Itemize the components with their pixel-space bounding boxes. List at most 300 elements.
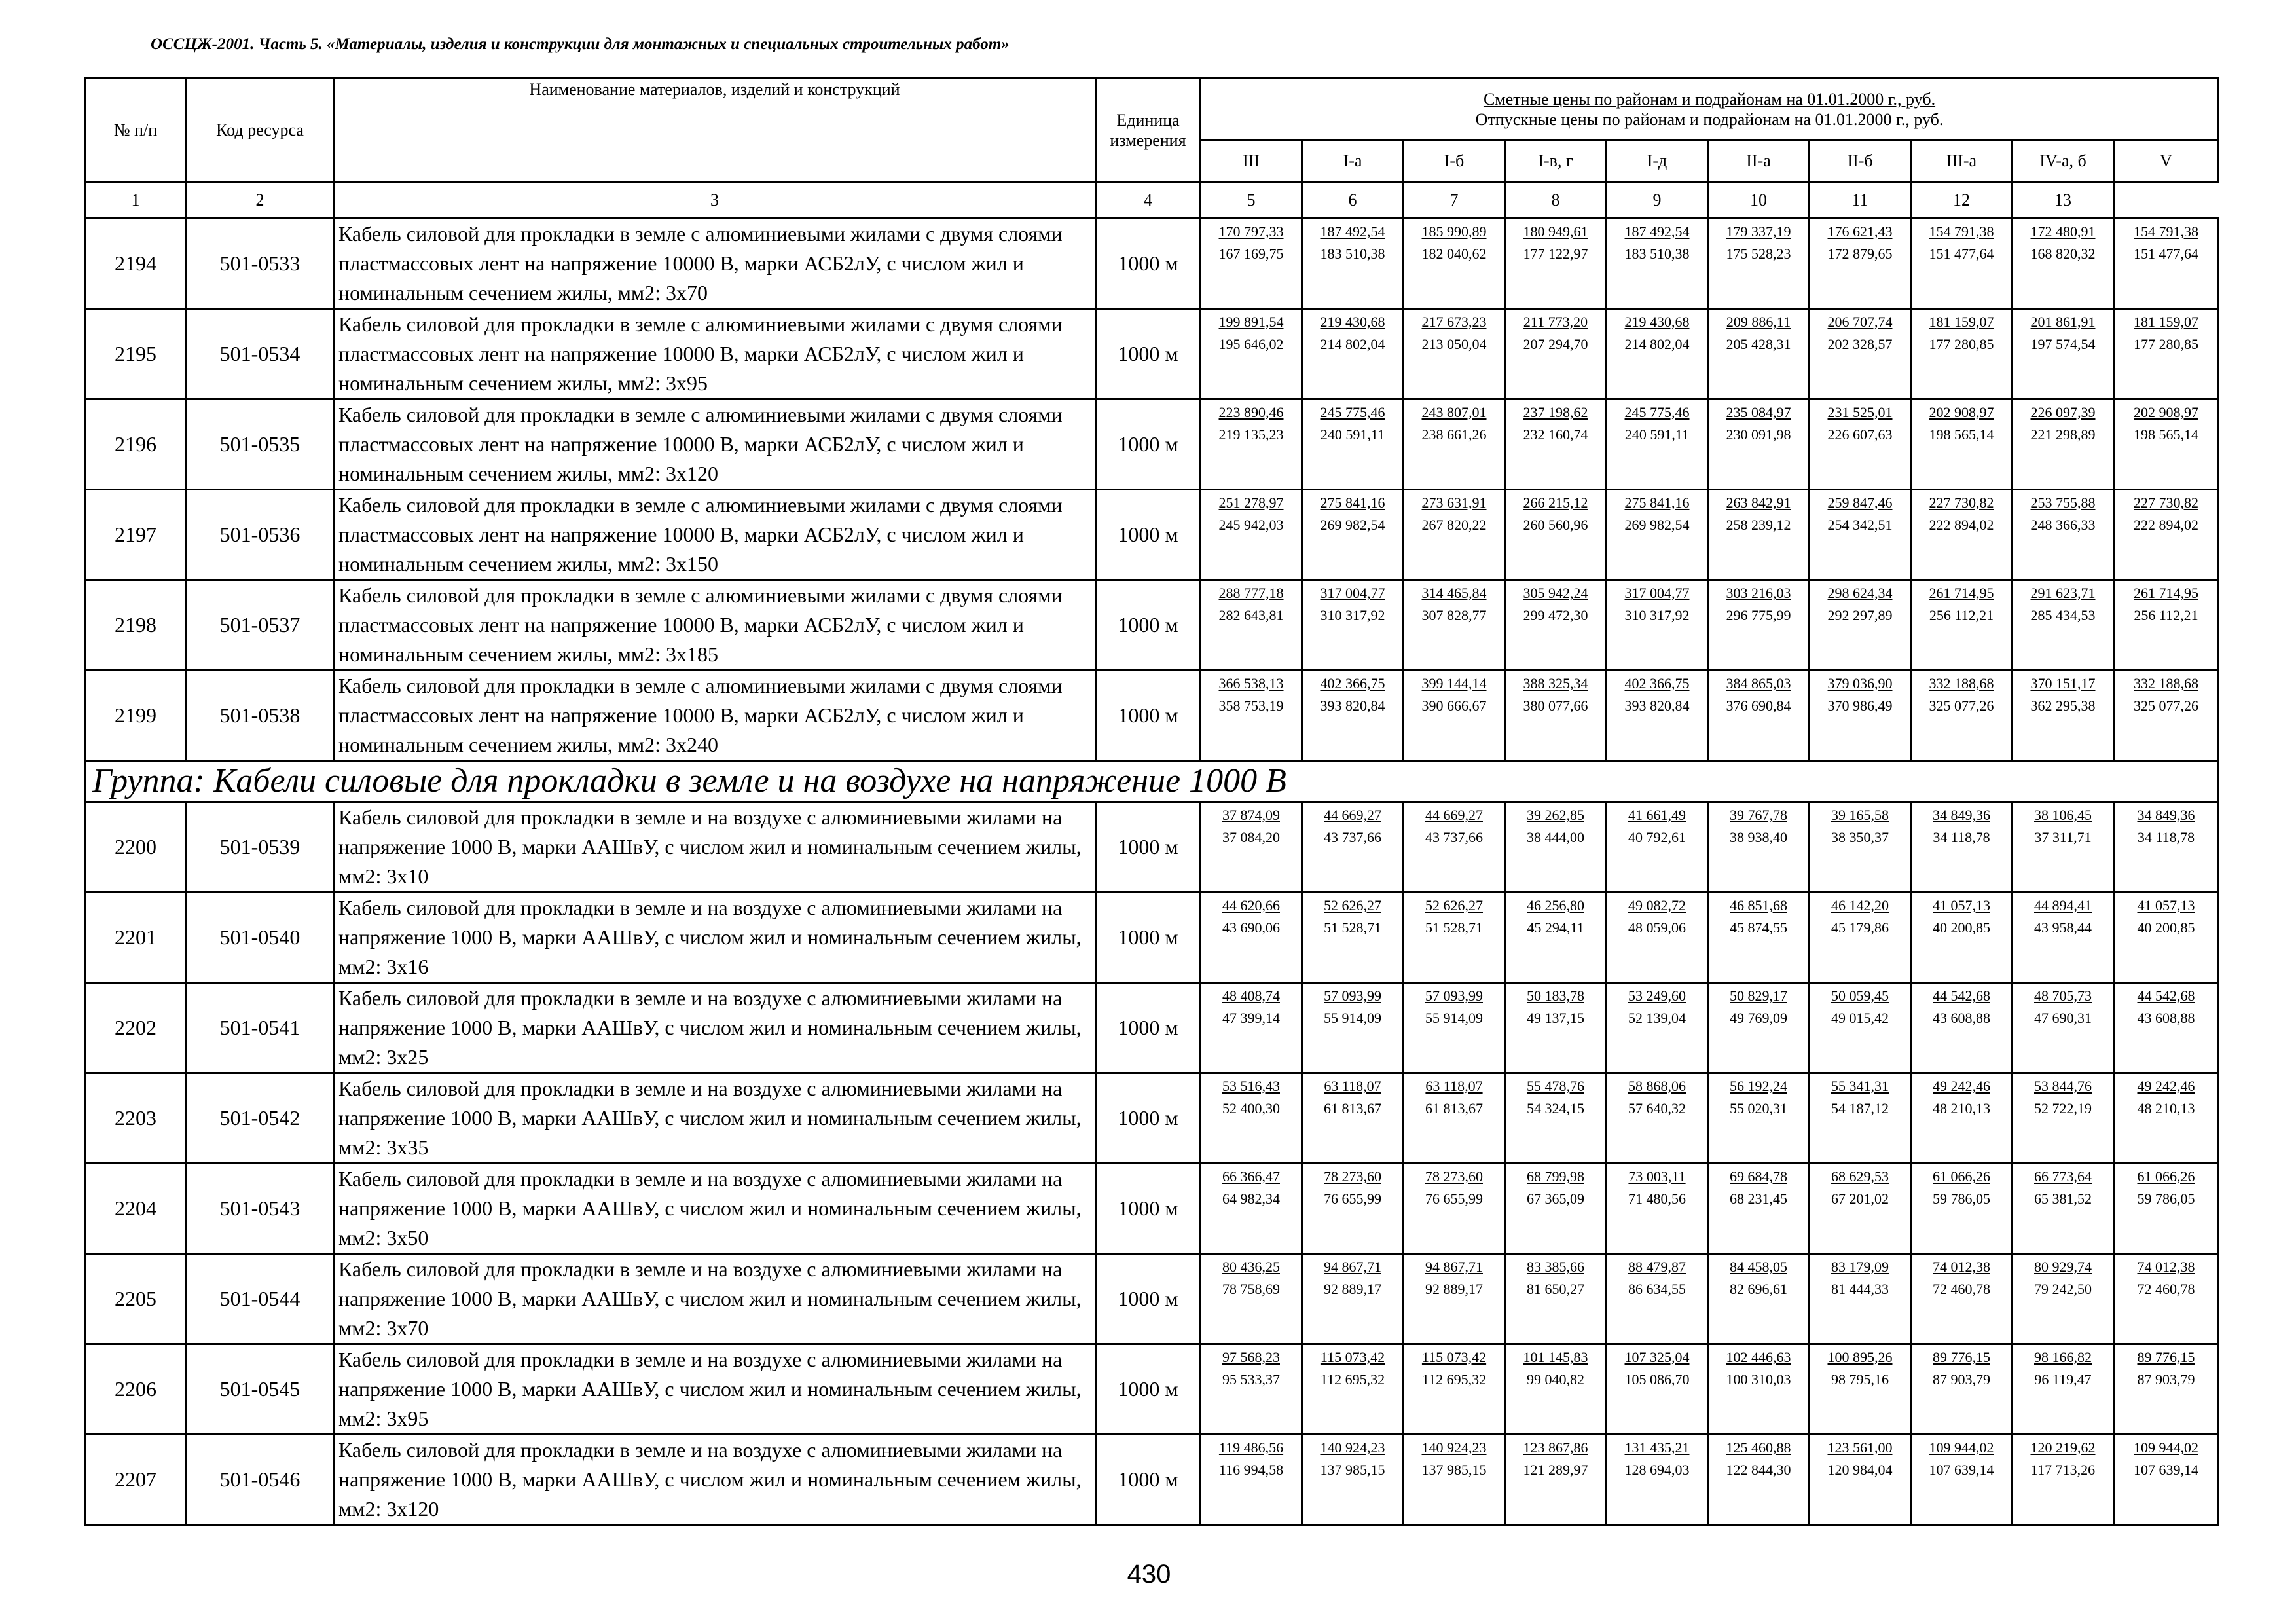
estimate-price: 123 867,86 <box>1523 1439 1588 1456</box>
release-price: 59 786,05 <box>2137 1190 2195 1207</box>
price-cell <box>1201 671 1302 761</box>
estimate-price: 266 215,12 <box>1523 494 1588 511</box>
release-price: 45 179,86 <box>1831 919 1889 936</box>
estimate-price: 227 730,82 <box>1929 494 1994 511</box>
release-price: 43 690,06 <box>1222 919 1280 936</box>
price-cell <box>1607 1073 1708 1164</box>
release-price: 120 984,04 <box>1827 1462 1893 1478</box>
release-price: 222 894,02 <box>1929 517 1994 533</box>
price-cell <box>1911 893 2013 983</box>
price-cell <box>1404 580 1505 671</box>
estimate-price: 206 707,74 <box>1827 314 1893 330</box>
table-row <box>85 490 2219 580</box>
price-cell <box>2114 1435 2219 1525</box>
table-row <box>85 399 2219 490</box>
release-price: 49 015,42 <box>1831 1010 1889 1026</box>
price-cell <box>1404 309 1505 399</box>
estimate-price: 89 776,15 <box>1933 1349 1990 1365</box>
price-cell <box>1302 1344 1404 1435</box>
release-price: 214 802,04 <box>1624 336 1690 352</box>
price-cell <box>2114 1164 2219 1254</box>
table-row <box>85 1073 2219 1164</box>
price-cell <box>1302 399 1404 490</box>
estimate-price: 66 366,47 <box>1222 1168 1280 1185</box>
estimate-price: 202 908,97 <box>1929 404 1994 420</box>
release-price: 122 844,30 <box>1726 1462 1791 1478</box>
column-number: 6 <box>1302 182 1404 219</box>
price-cell <box>2013 490 2114 580</box>
release-price: 182 040,62 <box>1421 246 1487 262</box>
estimate-price: 80 929,74 <box>2034 1259 2092 1275</box>
price-cell <box>2114 1344 2219 1435</box>
unit: 1000 м <box>1096 671 1201 761</box>
price-cell <box>1201 1435 1302 1525</box>
estimate-price: 219 430,68 <box>1624 314 1690 330</box>
price-cell <box>1404 983 1505 1073</box>
price-cell <box>1201 219 1302 309</box>
price-cell <box>1302 1164 1404 1254</box>
table-row <box>85 1344 2219 1435</box>
estimate-price: 44 542,68 <box>1933 987 1990 1004</box>
price-cell <box>1201 1073 1302 1164</box>
item-name: Кабель силовой для прокладки в земле с алюминиевыми жилами с двумя слоями пластмассовых лент на напряжение 10000 В, марки АСБ2лУ, с числом жил и номинальным сечением жилы, мм2: 3х120 <box>334 399 1096 490</box>
release-price: 100 310,03 <box>1726 1371 1791 1388</box>
release-price: 282 643,81 <box>1218 607 1284 623</box>
release-price: 260 560,96 <box>1523 517 1588 533</box>
price-cell <box>2013 309 2114 399</box>
price-cell <box>1404 490 1505 580</box>
price-cell <box>2013 1254 2114 1344</box>
release-price: 55 914,09 <box>1425 1010 1483 1026</box>
price-cell <box>1607 1164 1708 1254</box>
price-cell <box>1708 309 1810 399</box>
release-price: 151 477,64 <box>1929 246 1994 262</box>
estimate-price: 199 891,54 <box>1218 314 1284 330</box>
unit: 1000 м <box>1096 1254 1201 1344</box>
estimate-price: 402 366,75 <box>1320 675 1385 692</box>
price-cell <box>1708 1164 1810 1254</box>
estimate-price: 39 767,78 <box>1730 807 1787 823</box>
price-cell <box>1810 1435 1911 1525</box>
resource-code: 501-0537 <box>187 580 334 671</box>
price-cell <box>1201 802 1302 893</box>
release-price: 307 828,77 <box>1421 607 1487 623</box>
price-cell <box>1505 490 1607 580</box>
price-cell <box>1810 671 1911 761</box>
release-price: 292 297,89 <box>1827 607 1893 623</box>
release-price: 393 820,84 <box>1320 697 1385 714</box>
price-cell <box>1911 671 2013 761</box>
estimate-price: 69 684,78 <box>1730 1168 1787 1185</box>
release-price: 183 510,38 <box>1624 246 1690 262</box>
release-price: 47 399,14 <box>1222 1010 1280 1026</box>
release-price: 48 210,13 <box>1933 1100 1990 1116</box>
estimate-price: 41 057,13 <box>1933 897 1990 913</box>
price-cell <box>2013 580 2114 671</box>
estimate-price: 89 776,15 <box>2137 1349 2195 1365</box>
price-cell <box>1505 983 1607 1073</box>
release-price: 105 086,70 <box>1624 1371 1690 1388</box>
release-price: 48 210,13 <box>2137 1100 2195 1116</box>
estimate-price: 317 004,77 <box>1624 585 1690 601</box>
header-prices <box>1201 79 2219 140</box>
item-name: Кабель силовой для прокладки в земле и на воздухе с алюминиевыми жилами на напряжение 1000 В, марки ААШвУ, с числом жил и номинальным сечением жилы, мм2: 3х120 <box>334 1435 1096 1525</box>
price-cell <box>2013 671 2114 761</box>
price-cell <box>2114 893 2219 983</box>
price-cell <box>1505 580 1607 671</box>
estimate-price: 57 093,99 <box>1425 987 1483 1004</box>
release-price: 325 077,26 <box>1929 697 1994 714</box>
header-num: № п/п <box>85 79 187 182</box>
price-cell <box>1404 802 1505 893</box>
estimate-price: 83 385,66 <box>1527 1259 1584 1275</box>
price-cell <box>1708 671 1810 761</box>
price-cell <box>1201 1164 1302 1254</box>
price-cell <box>1404 399 1505 490</box>
release-price: 116 994,58 <box>1218 1462 1284 1478</box>
item-name: Кабель силовой для прокладки в земле и на воздухе с алюминиевыми жилами на напряжение 1000 В, марки ААШвУ, с числом жил и номинальным сечением жилы, мм2: 3х70 <box>334 1254 1096 1344</box>
estimate-price: 107 325,04 <box>1624 1349 1690 1365</box>
release-price: 92 889,17 <box>1425 1281 1483 1297</box>
estimate-price: 217 673,23 <box>1421 314 1487 330</box>
price-cell <box>1708 399 1810 490</box>
release-price: 40 200,85 <box>1933 919 1990 936</box>
estimate-price: 78 273,60 <box>1425 1168 1483 1185</box>
price-cell <box>2114 580 2219 671</box>
unit: 1000 м <box>1096 802 1201 893</box>
estimate-price: 245 775,46 <box>1624 404 1690 420</box>
estimate-price: 53 516,43 <box>1222 1078 1280 1094</box>
release-price: 68 231,45 <box>1730 1190 1787 1207</box>
estimate-price: 332 188,68 <box>2134 675 2198 692</box>
estimate-price: 176 621,43 <box>1827 223 1893 240</box>
estimate-price: 115 073,42 <box>1320 1349 1385 1365</box>
release-price: 112 695,32 <box>1320 1371 1385 1388</box>
page-number: 430 <box>1127 1560 1171 1589</box>
price-cell <box>2013 893 2114 983</box>
table-row <box>85 893 2219 983</box>
release-price: 107 639,14 <box>1929 1462 1994 1478</box>
release-price: 54 324,15 <box>1527 1100 1584 1116</box>
price-cell <box>1404 1164 1505 1254</box>
estimate-price: 253 755,88 <box>2030 494 2096 511</box>
price-cell <box>1810 1344 1911 1435</box>
estimate-price: 231 525,01 <box>1827 404 1893 420</box>
release-price: 67 365,09 <box>1527 1190 1584 1207</box>
document-header: ОССЦЖ-2001. Часть 5. «Материалы, изделия и конструкции для монтажных и специальных строительных работ» <box>151 35 1010 53</box>
price-cell <box>1201 399 1302 490</box>
estimate-price: 44 894,41 <box>2034 897 2092 913</box>
estimate-price: 291 623,71 <box>2030 585 2096 601</box>
release-price: 232 160,74 <box>1523 426 1588 443</box>
estimate-price: 261 714,95 <box>2134 585 2198 601</box>
price-cell <box>1911 1344 2013 1435</box>
price-cell <box>1607 490 1708 580</box>
unit: 1000 м <box>1096 490 1201 580</box>
estimate-price: 74 012,38 <box>1933 1259 1990 1275</box>
column-number: 7 <box>1404 182 1505 219</box>
release-price: 230 091,98 <box>1726 426 1791 443</box>
table-row <box>85 1164 2219 1254</box>
resource-code: 501-0540 <box>187 893 334 983</box>
price-cell <box>1404 1254 1505 1344</box>
estimate-price: 38 106,45 <box>2034 807 2092 823</box>
release-price: 52 722,19 <box>2034 1100 2092 1116</box>
estimate-price: 115 073,42 <box>1421 1349 1487 1365</box>
unit: 1000 м <box>1096 580 1201 671</box>
release-price: 117 713,26 <box>2030 1462 2096 1478</box>
release-price: 43 608,88 <box>1933 1010 1990 1026</box>
price-cell <box>1302 580 1404 671</box>
row-number: 2202 <box>85 983 187 1073</box>
price-cell <box>1810 1073 1911 1164</box>
item-name: Кабель силовой для прокладки в земле и на воздухе с алюминиевыми жилами на напряжение 1000 В, марки ААШвУ, с числом жил и номинальным сечением жилы, мм2: 3х35 <box>334 1073 1096 1164</box>
price-cell <box>2013 1073 2114 1164</box>
price-cell <box>1607 399 1708 490</box>
header-region: I-в, г <box>1505 140 1607 182</box>
item-name: Кабель силовой для прокладки в земле с алюминиевыми жилами с двумя слоями пластмассовых лент на напряжение 10000 В, марки АСБ2лУ, с числом жил и номинальным сечением жилы, мм2: 3х240 <box>334 671 1096 761</box>
release-price: 267 820,22 <box>1421 517 1487 533</box>
estimate-price: 402 366,75 <box>1624 675 1690 692</box>
estimate-price: 50 829,17 <box>1730 987 1787 1004</box>
table-row <box>85 309 2219 399</box>
release-price: 370 986,49 <box>1827 697 1893 714</box>
estimate-price: 305 942,24 <box>1523 585 1588 601</box>
item-name: Кабель силовой для прокладки в земле с алюминиевыми жилами с двумя слоями пластмассовых лент на напряжение 10000 В, марки АСБ2лУ, с числом жил и номинальным сечением жилы, мм2: 3х185 <box>334 580 1096 671</box>
price-cell <box>1810 1164 1911 1254</box>
resource-code: 501-0536 <box>187 490 334 580</box>
row-number: 2204 <box>85 1164 187 1254</box>
column-number: 4 <box>1096 182 1201 219</box>
price-cell <box>1201 309 1302 399</box>
estimate-price: 275 841,16 <box>1320 494 1385 511</box>
column-number: 5 <box>1201 182 1302 219</box>
estimate-price: 102 446,63 <box>1726 1349 1791 1365</box>
estimate-price: 227 730,82 <box>2134 494 2198 511</box>
release-price: 299 472,30 <box>1523 607 1588 623</box>
estimate-price: 50 183,78 <box>1527 987 1584 1004</box>
price-cell <box>1201 580 1302 671</box>
release-price: 57 640,32 <box>1628 1100 1686 1116</box>
release-price: 43 608,88 <box>2137 1010 2195 1026</box>
estimate-price: 84 458,05 <box>1730 1259 1787 1275</box>
estimate-price: 49 082,72 <box>1628 897 1686 913</box>
estimate-price: 288 777,18 <box>1218 585 1284 601</box>
release-price: 376 690,84 <box>1726 697 1791 714</box>
price-cell <box>1911 1164 2013 1254</box>
header-region: I-д <box>1607 140 1708 182</box>
release-price: 96 119,47 <box>2034 1371 2092 1388</box>
estimate-price: 317 004,77 <box>1320 585 1385 601</box>
release-price: 99 040,82 <box>1527 1371 1584 1388</box>
prices-title-release: Отпускные цены по районам и подрайонам на 01.01.2000 г., руб. <box>1475 109 1944 129</box>
price-cell <box>1505 1254 1607 1344</box>
release-price: 59 786,05 <box>1933 1190 1990 1207</box>
estimate-price: 66 773,64 <box>2034 1168 2092 1185</box>
estimate-price: 61 066,26 <box>2137 1168 2195 1185</box>
estimate-price: 109 944,02 <box>2134 1439 2198 1456</box>
estimate-price: 298 624,34 <box>1827 585 1893 601</box>
release-price: 95 533,37 <box>1222 1371 1280 1388</box>
price-cell <box>1607 802 1708 893</box>
item-name: Кабель силовой для прокладки в земле с алюминиевыми жилами с двумя слоями пластмассовых лент на напряжение 10000 В, марки АСБ2лУ, с числом жил и номинальным сечением жилы, мм2: 3х70 <box>334 219 1096 309</box>
price-cell <box>1911 309 2013 399</box>
estimate-price: 379 036,90 <box>1827 675 1893 692</box>
estimate-price: 226 097,39 <box>2030 404 2096 420</box>
release-price: 45 294,11 <box>1527 919 1584 936</box>
estimate-price: 41 661,49 <box>1628 807 1686 823</box>
price-cell <box>1201 490 1302 580</box>
estimate-price: 80 436,25 <box>1222 1259 1280 1275</box>
price-cell <box>1505 309 1607 399</box>
estimate-price: 83 179,09 <box>1831 1259 1889 1275</box>
row-number: 2194 <box>85 219 187 309</box>
header-region: III <box>1201 140 1302 182</box>
header-region: IV-а, б <box>2013 140 2114 182</box>
price-cell <box>2114 802 2219 893</box>
column-number: 9 <box>1607 182 1708 219</box>
release-price: 393 820,84 <box>1624 697 1690 714</box>
price-cell <box>1505 1344 1607 1435</box>
release-price: 248 366,33 <box>2030 517 2096 533</box>
release-price: 47 690,31 <box>2034 1010 2092 1026</box>
estimate-price: 63 118,07 <box>1324 1078 1381 1094</box>
row-number: 2206 <box>85 1344 187 1435</box>
release-price: 76 655,99 <box>1425 1190 1483 1207</box>
header-name: Наименование материалов, изделий и конструкций <box>334 79 1096 182</box>
table-row <box>85 219 2219 309</box>
release-price: 183 510,38 <box>1320 246 1385 262</box>
price-cell <box>2114 219 2219 309</box>
price-cell <box>1708 1254 1810 1344</box>
release-price: 72 460,78 <box>1933 1281 1990 1297</box>
estimate-price: 332 188,68 <box>1929 675 1994 692</box>
release-price: 219 135,23 <box>1218 426 1284 443</box>
estimate-price: 181 159,07 <box>1929 314 1994 330</box>
price-cell <box>1302 1254 1404 1344</box>
unit: 1000 м <box>1096 309 1201 399</box>
estimate-price: 73 003,11 <box>1628 1168 1686 1185</box>
estimate-price: 154 791,38 <box>1929 223 1994 240</box>
estimate-price: 180 949,61 <box>1523 223 1588 240</box>
release-price: 198 565,14 <box>2134 426 2198 443</box>
release-price: 49 769,09 <box>1730 1010 1787 1026</box>
estimate-price: 74 012,38 <box>2137 1259 2195 1275</box>
release-price: 40 200,85 <box>2137 919 2195 936</box>
release-price: 258 239,12 <box>1726 517 1791 533</box>
release-price: 81 444,33 <box>1831 1281 1889 1297</box>
estimate-price: 37 874,09 <box>1222 807 1280 823</box>
estimate-price: 140 924,23 <box>1421 1439 1487 1456</box>
price-cell <box>1810 893 1911 983</box>
table-row <box>85 802 2219 893</box>
price-cell <box>1201 893 1302 983</box>
estimate-price: 243 807,01 <box>1421 404 1487 420</box>
release-price: 325 077,26 <box>2134 697 2198 714</box>
estimate-price: 39 165,58 <box>1831 807 1889 823</box>
release-price: 37 084,20 <box>1222 829 1280 845</box>
estimate-price: 399 144,14 <box>1421 675 1487 692</box>
estimate-price: 46 851,68 <box>1730 897 1787 913</box>
estimate-price: 94 867,71 <box>1324 1259 1381 1275</box>
price-cell <box>1911 219 2013 309</box>
price-cell <box>1201 1254 1302 1344</box>
release-price: 285 434,53 <box>2030 607 2096 623</box>
column-number: 13 <box>2013 182 2114 219</box>
header-unit: Единица измерения <box>1096 79 1201 182</box>
release-price: 61 813,67 <box>1425 1100 1483 1116</box>
price-cell <box>1607 219 1708 309</box>
estimate-price: 123 561,00 <box>1827 1439 1893 1456</box>
estimate-price: 388 325,34 <box>1523 675 1588 692</box>
price-cell <box>1810 490 1911 580</box>
price-cell <box>1505 671 1607 761</box>
release-price: 240 591,11 <box>1624 426 1690 443</box>
item-name: Кабель силовой для прокладки в земле с алюминиевыми жилами с двумя слоями пластмассовых лент на напряжение 10000 В, марки АСБ2лУ, с числом жил и номинальным сечением жилы, мм2: 3х150 <box>334 490 1096 580</box>
estimate-price: 219 430,68 <box>1320 314 1385 330</box>
price-cell <box>1505 399 1607 490</box>
price-cell <box>2114 309 2219 399</box>
column-number: 2 <box>187 182 334 219</box>
price-cell <box>1201 1344 1302 1435</box>
estimate-price: 245 775,46 <box>1320 404 1385 420</box>
estimate-price: 187 492,54 <box>1320 223 1385 240</box>
estimate-price: 46 142,20 <box>1831 897 1889 913</box>
estimate-price: 57 093,99 <box>1324 987 1381 1004</box>
estimate-price: 131 435,21 <box>1624 1439 1690 1456</box>
price-cell <box>1810 580 1911 671</box>
item-name: Кабель силовой для прокладки в земле с алюминиевыми жилами с двумя слоями пластмассовых лент на напряжение 10000 В, марки АСБ2лУ, с числом жил и номинальным сечением жилы, мм2: 3х95 <box>334 309 1096 399</box>
price-cell <box>2114 671 2219 761</box>
release-price: 67 201,02 <box>1831 1190 1889 1207</box>
estimate-price: 55 341,31 <box>1831 1078 1889 1094</box>
price-cell <box>2013 1435 2114 1525</box>
column-number: 12 <box>1911 182 2013 219</box>
unit: 1000 м <box>1096 893 1201 983</box>
release-price: 197 574,54 <box>2030 336 2096 352</box>
estimate-price: 384 865,03 <box>1726 675 1791 692</box>
release-price: 112 695,32 <box>1421 1371 1487 1388</box>
release-price: 121 289,97 <box>1523 1462 1588 1478</box>
price-cell <box>1607 671 1708 761</box>
release-price: 86 634,55 <box>1628 1281 1686 1297</box>
release-price: 40 792,61 <box>1628 829 1686 845</box>
estimate-price: 44 620,66 <box>1222 897 1280 913</box>
row-number: 2196 <box>85 399 187 490</box>
estimate-price: 68 799,98 <box>1527 1168 1584 1185</box>
row-number: 2200 <box>85 802 187 893</box>
price-cell <box>1404 1073 1505 1164</box>
header-region: III-а <box>1911 140 2013 182</box>
estimate-price: 44 669,27 <box>1324 807 1381 823</box>
estimate-price: 370 151,17 <box>2030 675 2096 692</box>
price-cell <box>1708 1344 1810 1435</box>
release-price: 71 480,56 <box>1628 1190 1686 1207</box>
price-cell <box>1708 490 1810 580</box>
estimate-price: 63 118,07 <box>1425 1078 1483 1094</box>
price-cell <box>2013 802 2114 893</box>
price-cell <box>2114 1073 2219 1164</box>
release-price: 92 889,17 <box>1324 1281 1381 1297</box>
header-region: V <box>2114 140 2219 182</box>
release-price: 238 661,26 <box>1421 426 1487 443</box>
estimate-price: 235 084,97 <box>1726 404 1791 420</box>
table-row <box>85 1435 2219 1525</box>
group-title: Группа: Кабели силовые для прокладки в земле и на воздухе на напряжение 1000 В <box>85 761 2219 802</box>
table-row <box>85 983 2219 1073</box>
estimate-price: 61 066,26 <box>1933 1168 1990 1185</box>
release-price: 78 758,69 <box>1222 1281 1280 1297</box>
